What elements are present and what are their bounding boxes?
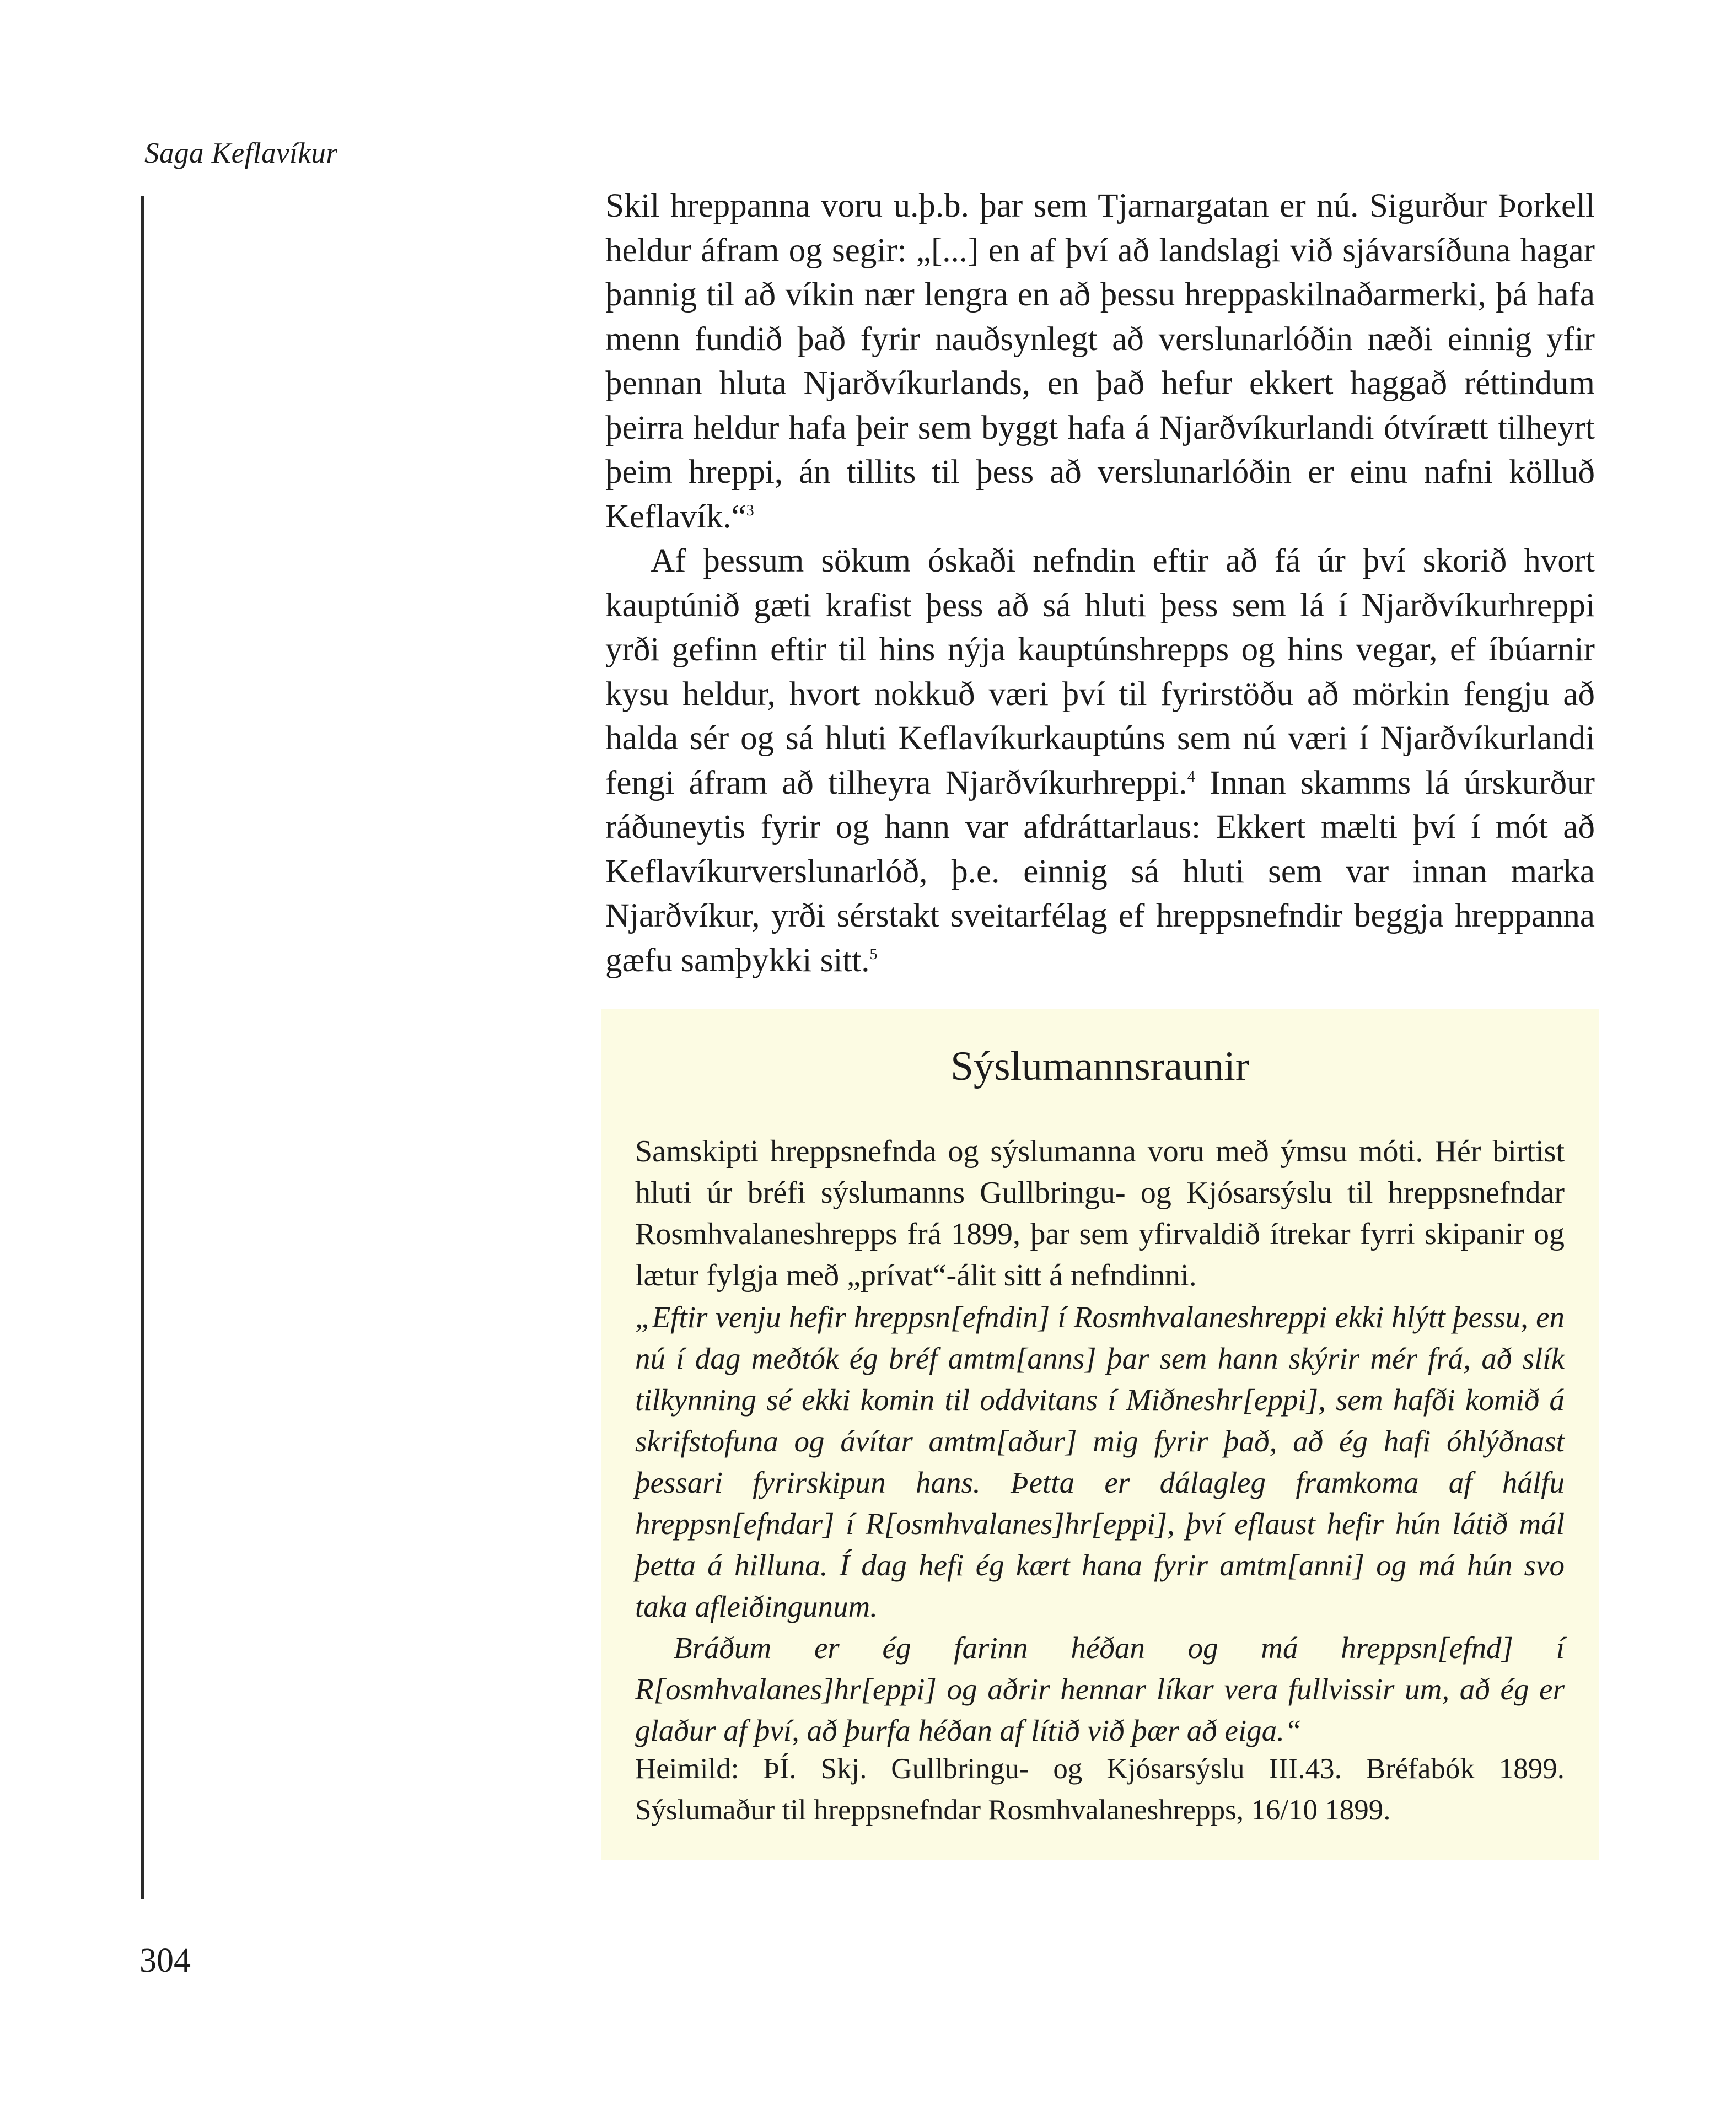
quote-paragraph-2: Bráðum er ég farinn héðan og má hreppsn[efnd] í R[osmhvalanes]hr[eppi] og aðrir hennar líkar vera fullvissir um, að ég er glaður af því, að þurfa héðan af lítið við þær að eiga.“ <box>635 1631 1565 1747</box>
sidebar-intro: Samskipti hreppsnefnda og sýslumanna voru með ýmsu móti. Hér birtist hluti úr bréfi sýslumanns Gullbringu- og Kjósarsýslu til hreppsnefndar Rosmhvalaneshrepps frá 1899, þar sem yfirvaldið ítrekar fyrri skipanir og lætur fylgja með „prívat“-álit sitt á nefndinni. <box>635 1134 1565 1293</box>
quote-paragraph-1: „Eftir venju hefir hreppsn[efndin] í Rosmhvalaneshreppi ekki hlýtt þessu, en nú í dag meðtók ég bréf amtm[anns] þar sem hann skýrir mér frá, að slík tilkynning sé ekki komin til oddvitans í Miðneshr[eppi], sem hafði komið á skrifstofuna og ávítar amtm[aður] mig fyrir það, að ég hafi óhlýðnast þessari fyrirskipun hans. Þetta er dálagleg framkoma af hálfu hreppsn[efndar] í R[osmhvalanes]hr[eppi], því eflaust hefir hún látið mál þetta á hilluna. Í dag hefi ég kært hana fyrir amtm[anni] og má hún svo taka afleiðingunum. <box>635 1300 1565 1623</box>
margin-rule <box>141 196 144 1899</box>
paragraph-1-text: Skil hreppanna voru u.þ.b. þar sem Tjarnargatan er nú. Sigurður Þorkell heldur áfram og segir: „[...] en af því að landslagi við sjávarsíðuna hagar þannig til að víkin nær lengra en að þessu hreppaskilnaðarmerki, þá hafa menn fundið það fyrir nauðsynlegt að verslunarlóðin næði einnig yfir þennan hluta Njarðvíkurlands, en það hefur ekkert haggað réttindum þeirra heldur hafa þeir sem byggt hafa á Njarðvíkurlandi ótvírætt tilheyrt þeim hreppi, án tillits til þess að verslunarlóðin er einu nafni kölluð Keflavík.“ <box>605 187 1595 535</box>
paragraph-1 <box>605 184 1595 539</box>
sidebar-title: Sýslumannsraunir <box>950 1043 1249 1089</box>
footnote-ref-3: 3 <box>746 502 754 519</box>
page-number: 304 <box>139 1942 191 1979</box>
sidebar-source: Heimild: ÞÍ. Skj. Gullbringu- og Kjósarsýslu III.43. Bréfabók 1899. Sýslumaður til hreppsnefndar Rosmhvalaneshrepps, 16/10 1899. <box>635 1753 1565 1826</box>
running-head: Saga Keflavíkur <box>144 137 338 169</box>
footnote-ref-4: 4 <box>1187 768 1195 785</box>
main-text <box>605 184 1595 983</box>
paragraph-2-text: Af þessum sökum óskaði nefndin eftir að fá úr því skorið hvort kauptúnið gæti krafist þess að sá hluti þess sem lá í Njarðvíkurhreppi yrði gefinn eftir til hins nýja kauptúnshrepps og hins vegar, ef íbúarnir kysu heldur, hvort nokkuð væri því til fyrirstöðu að mörkin fengju að halda sér og sá hluti Keflavíkurkauptúns sem nú væri í Njarðvíkurlandi fengi áfram að tilheyra Njarðvíkurhreppi. <box>605 542 1595 801</box>
sidebar-box <box>601 1009 1599 1860</box>
paragraph-2 <box>605 539 1595 983</box>
paragraph-2b-text: Innan skamms lá úrskurður ráðuneytis fyrir og hann var afdráttarlaus: Ekkert mælti því í mót að Keflavíkurverslunarlóð, þ.e. einnig sá hluti sem var innan marka Njarðvíkur, yrði sérstakt sveitarfélag ef hreppsnefndir beggja hreppanna gæfu samþykki sitt. <box>605 764 1595 979</box>
sidebar-quote <box>635 1296 1565 1751</box>
footnote-ref-5: 5 <box>869 945 878 963</box>
